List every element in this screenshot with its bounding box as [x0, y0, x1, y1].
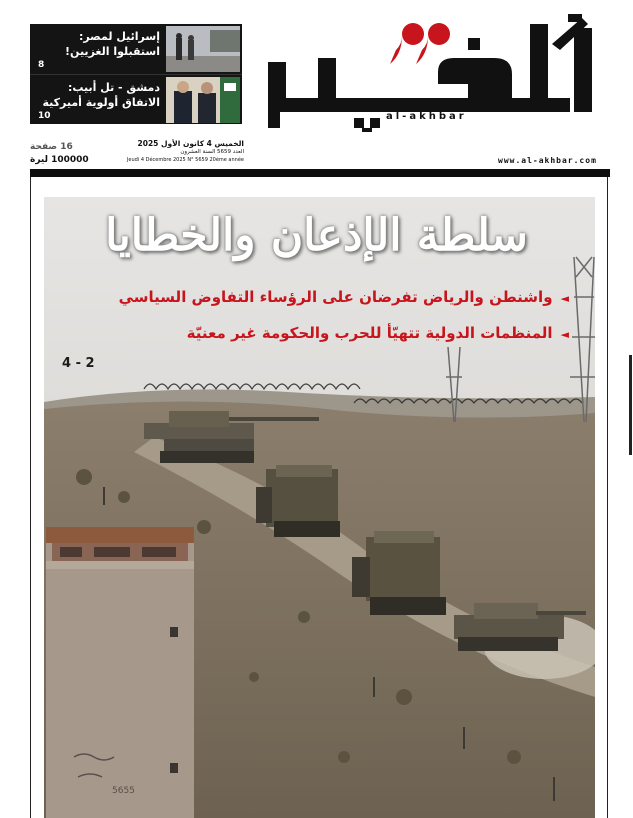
teaser-thumbnail — [166, 26, 240, 72]
teaser-kicker: دمشق - تل أبيب: — [67, 81, 160, 94]
teaser-box — [30, 24, 242, 124]
issue-number: العدد 5659 السنة العشرون — [180, 149, 244, 155]
teaser-item[interactable] — [30, 24, 242, 74]
teaser-item[interactable] — [30, 74, 242, 125]
teaser-page-number: 8 — [38, 60, 45, 70]
teaser-thumbnail — [166, 77, 240, 123]
masthead-rule — [30, 169, 610, 177]
subheadline[interactable] — [187, 324, 569, 342]
page-reference: 4 - 2 — [62, 356, 95, 371]
subheadline-text: المنظمات الدولية تتهيّأ للحرب والحكومة غير معنيّة — [186, 324, 553, 342]
bullet-arrow-icon: ◄ — [560, 328, 569, 341]
teaser-headline: الاتفاق أولوية أميركية — [42, 96, 160, 109]
teaser-page-number: 10 — [38, 111, 51, 121]
subheadline-text: واشنطن والرياض تفرضان على الرؤساء التفاوض السياسي — [118, 288, 553, 306]
page-count: 16 صفحة — [30, 142, 73, 152]
tower-graffiti: 5655 — [112, 786, 135, 796]
issue-date: الخميس 4 كانون الأول 2025 — [137, 139, 244, 148]
main-headline[interactable]: سلطة الإذعان والخطايا — [105, 210, 528, 261]
teaser-headline: استقبلوا الغزيين! — [65, 45, 160, 58]
website-link[interactable]: www.al-akhbar.com — [498, 156, 597, 165]
subheadline[interactable] — [119, 288, 569, 306]
page-edge — [629, 355, 632, 455]
logo-latin-text: al-akhbar — [386, 111, 467, 122]
teaser-kicker: إسرائيل لمصر: — [78, 30, 160, 43]
issue-date-french: Jeudi 4 Décembre 2025 N° 5659 20ème année — [126, 157, 244, 163]
price: 100000 ليرة — [30, 155, 89, 165]
bullet-arrow-icon: ◄ — [560, 292, 569, 305]
